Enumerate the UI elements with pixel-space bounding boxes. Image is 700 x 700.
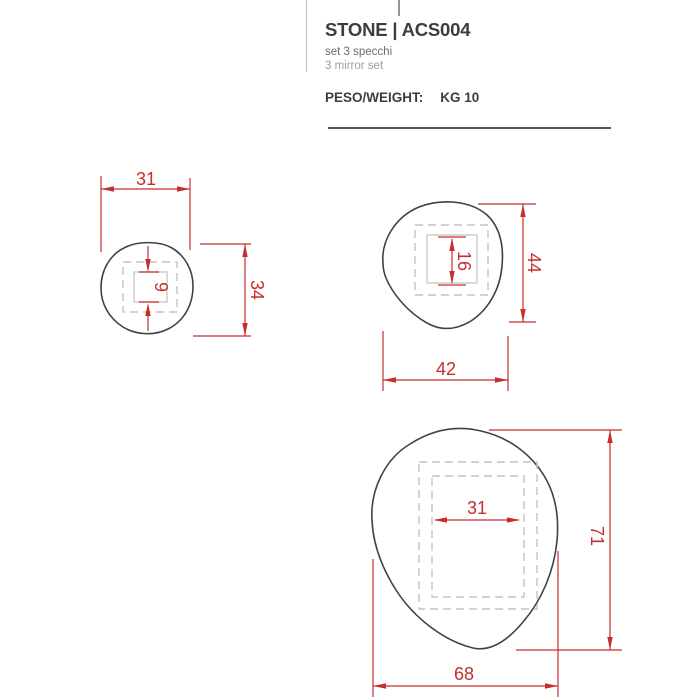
small-height-value: 34 (247, 279, 267, 301)
arrowhead-left (383, 377, 396, 382)
large-mirror-backplate-dashed-outer (419, 462, 537, 609)
small-mirror-outline (101, 243, 193, 334)
arrowhead-left (434, 517, 447, 522)
medium-mirror-outline (383, 202, 503, 329)
arrowhead-down (242, 323, 247, 336)
arrowhead-left (101, 186, 114, 191)
arrowhead-up (449, 238, 454, 251)
large-mirror-backplate-dashed-inner (432, 476, 524, 597)
large-height-dimension (489, 430, 622, 650)
arrowhead-right (545, 683, 558, 688)
small-mirror-drawing (101, 169, 267, 336)
arrowhead-right (507, 517, 520, 522)
arrowhead-down (145, 259, 150, 272)
medium-mirror-drawing (383, 202, 544, 391)
weight-label: PESO/WEIGHT: (325, 90, 424, 105)
large-hook-dimension (434, 498, 520, 523)
arrowhead-up (145, 303, 150, 316)
large-width-dimension (373, 551, 558, 697)
product-title: STONE | ACS004 (325, 19, 471, 40)
arrowhead-left (373, 683, 386, 688)
large-width-value: 68 (453, 664, 475, 684)
arrowhead-right (177, 186, 190, 191)
large-hook-value: 31 (466, 498, 488, 518)
medium-width-dimension (383, 331, 508, 391)
arrowhead-up (520, 204, 525, 217)
arrowhead-down (449, 271, 454, 284)
medium-width-value: 42 (435, 359, 457, 379)
small-width-value: 31 (135, 169, 157, 189)
arrowhead-down (607, 637, 612, 650)
small-hook-dimension (139, 246, 171, 331)
subtitle-italian: set 3 specchi (325, 46, 393, 58)
arrowhead-down (520, 309, 525, 322)
small-hook-value: 9 (151, 281, 171, 293)
weight-value: KG 10 (440, 90, 480, 105)
arrowhead-right (495, 377, 508, 382)
arrowhead-up (607, 430, 612, 443)
medium-hook-value: 16 (454, 250, 474, 272)
arrowhead-up (242, 244, 247, 257)
large-mirror-drawing (372, 429, 622, 697)
small-height-dimension (193, 244, 267, 336)
large-height-value: 71 (587, 525, 607, 547)
subtitle-english: 3 mirror set (325, 60, 384, 72)
medium-height-value: 44 (524, 252, 544, 274)
medium-hook-dimension (438, 237, 474, 285)
small-width-dimension (101, 169, 190, 252)
